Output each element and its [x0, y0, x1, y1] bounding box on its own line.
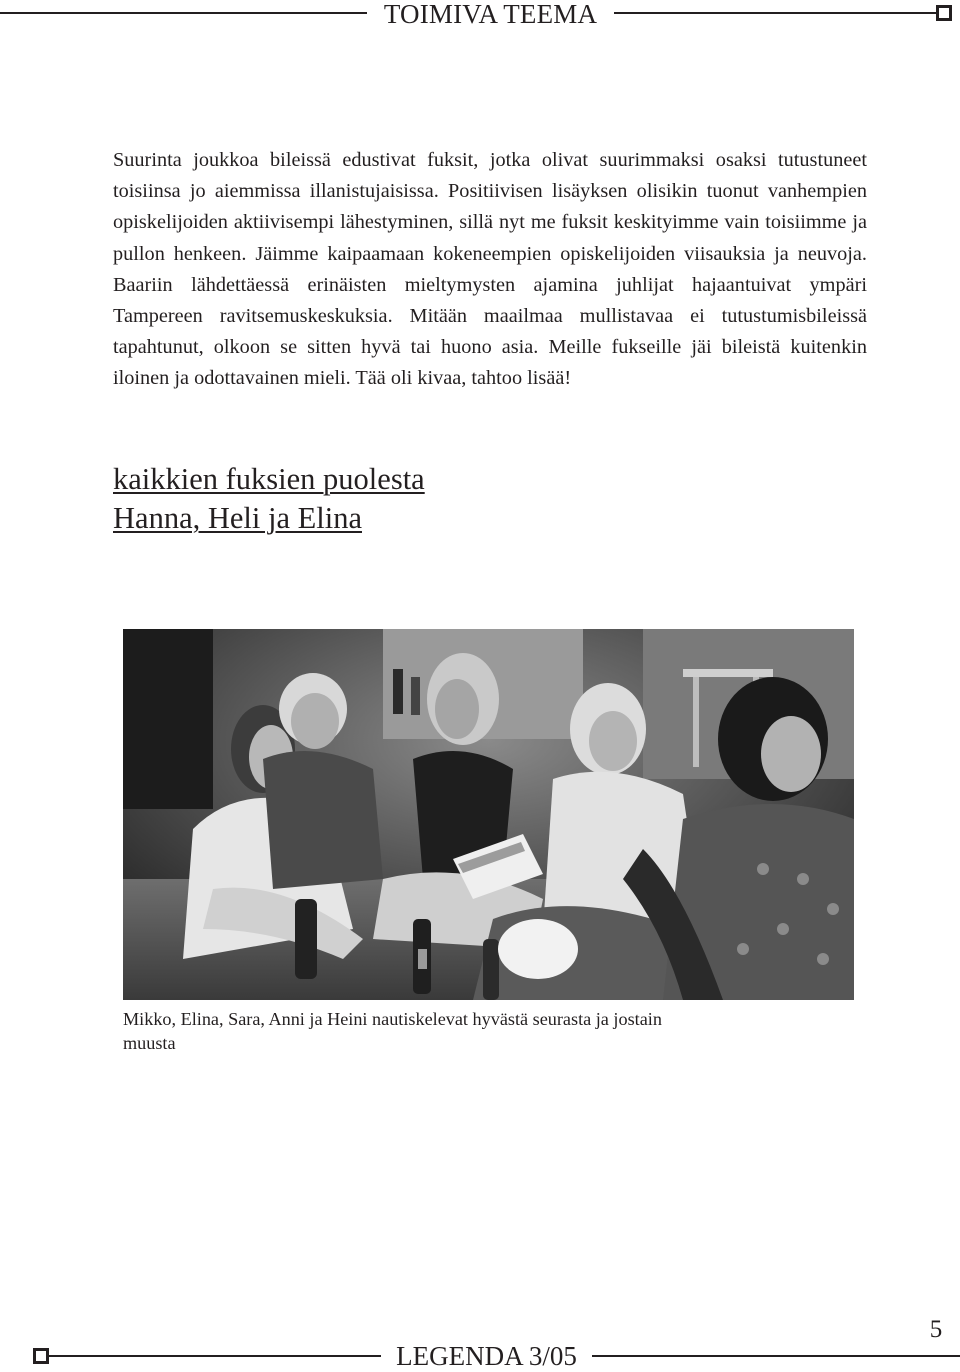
article-paragraph: Suurinta joukkoa bileissä edustivat fuksit, jotka olivat suurimmaksi osaksi tutustuneet toisiinsa jo aiemmissa illanistujaisissa. Positiivisen lisäyksen olisikin tuonut vanhempien opiskelijoiden aktiivisempi lähestyminen, sillä nyt me fuksit keskityimme vain toisiimme ja pullon henkeen. Jäimme kaipaamaan kokeneempien opiskelijoiden viisauksia ja neuvoja. Baariin lähdettäessä erinäisten mieltymysten ajamina juhlijat hajaantuivat ympäri Tampereen ravitsemuskeskuksia. Mitään maailmaa mullistavaa ei tutustumisbileissä tapahtunut, olkoon se sitten hyvä tai huono asia. Meille fukseille jäi bileistä kuitenkin iloinen ja odottavainen mieli. Tää oli kivaa, tahtoo lisää!: [113, 149, 867, 390]
page-number: 5: [929, 1316, 943, 1343]
header-rule-right: [614, 12, 936, 14]
signature-line-1: kaikkien fuksien puolesta: [113, 462, 425, 496]
signature-line-2: Hanna, Heli ja Elina: [113, 501, 362, 535]
section-title: TOIMIVA TEEMA: [383, 0, 598, 29]
party-photo: [123, 629, 854, 1000]
footer-rule-right: [592, 1355, 960, 1357]
footer-rule-left: [49, 1355, 381, 1357]
square-ornament-icon: [33, 1348, 49, 1364]
publication-title: LEGENDA 3/05: [396, 1341, 577, 1371]
header-rule-left: [0, 12, 367, 14]
square-ornament-icon: [936, 5, 952, 21]
photo-caption: Mikko, Elina, Sara, Anni ja Heini nautiskelevat hyvästä seurasta ja jostain muusta: [123, 1009, 662, 1053]
